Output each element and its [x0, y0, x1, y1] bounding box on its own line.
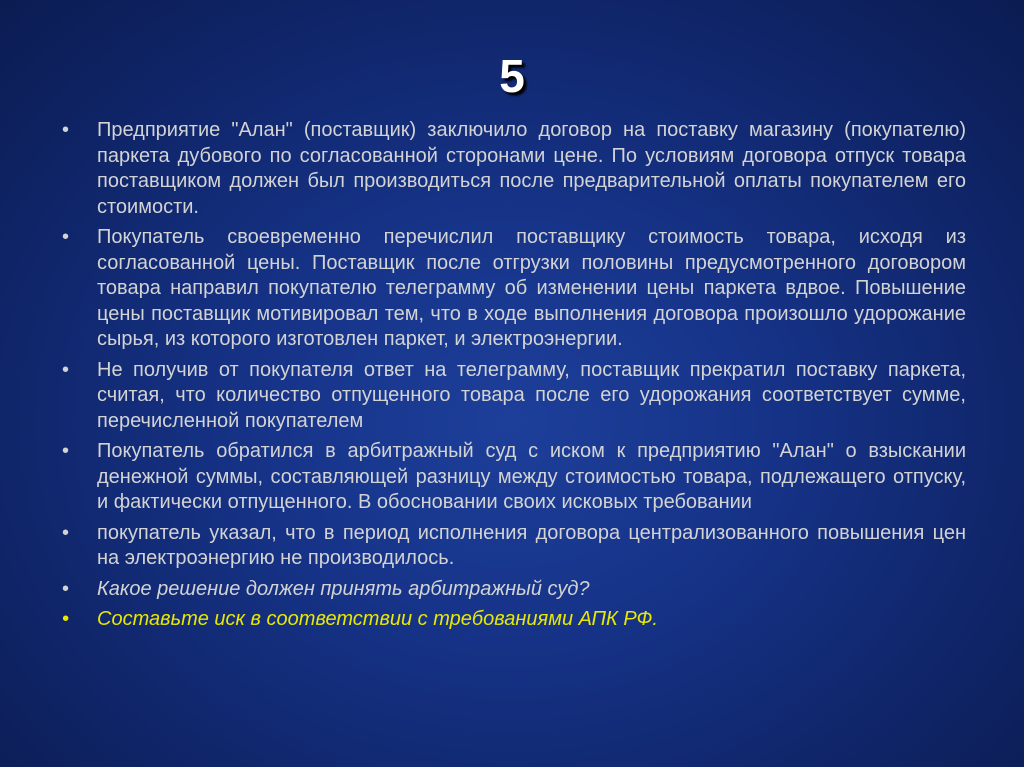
bullet-list — [62, 118, 966, 638]
bullet-icon: • — [62, 608, 70, 630]
list-item — [62, 439, 966, 516]
question-text: Какое решение должен принять арбитражный суд? — [97, 577, 590, 600]
question-item — [62, 577, 966, 603]
bullet-icon: • — [62, 521, 70, 544]
list-item — [62, 358, 966, 435]
paragraph-text: Не получив от покупателя ответ на телеграмму, поставщик прекратил поставку паркета, считая, что количество отпущенного товара после его удорожания соответствует сумме, перечисленной покупателем — [97, 358, 966, 432]
list-item — [62, 521, 966, 572]
paragraph-text: покупатель указал, что в период исполнения договора централизованного повышения цен на электроэнергию не производилось. — [97, 521, 966, 569]
task-text: Составьте иск в соответствии с требованиями АПК РФ. — [97, 608, 658, 630]
list-item — [62, 225, 966, 353]
bullet-icon: • — [62, 226, 70, 248]
slide-title: 5 — [499, 50, 525, 102]
task-item — [62, 607, 966, 633]
bullet-icon: • — [62, 440, 70, 462]
paragraph-text: Покупатель своевременно перечислил поставщику стоимость товара, исходя из согласованной цены. Поставщик после отгрузки половины предусмотренного договором товара направил покупателю телеграмму об изменении цены паркета вдвое. Повышение цены поставщик мотивировал тем, что в ходе выполнения договора произошло удорожание сырья, из которого изготовлен паркет, и электроэнергии. — [97, 226, 966, 350]
list-item — [62, 118, 966, 220]
paragraph-text: Предприятие "Алан" (поставщик) заключило договор на поставку магазину (покупателю) паркета дубового по согласованной сторонами цене. По условиям договора отпуск товара поставщиком должен был производиться после предварительной оплаты покупателем его стоимости. — [97, 119, 966, 218]
bullet-icon: • — [62, 577, 70, 600]
paragraph-text: Покупатель обратился в арбитражный суд с иском к предприятию "Алан" о взыскании денежной суммы, составляющей разницу между стоимостью товара, подлежащего отпуску, и фактически отпущенного. В обосновании своих исковых требовании — [97, 440, 966, 513]
bullet-icon: • — [62, 119, 70, 141]
bullet-icon: • — [62, 358, 70, 381]
